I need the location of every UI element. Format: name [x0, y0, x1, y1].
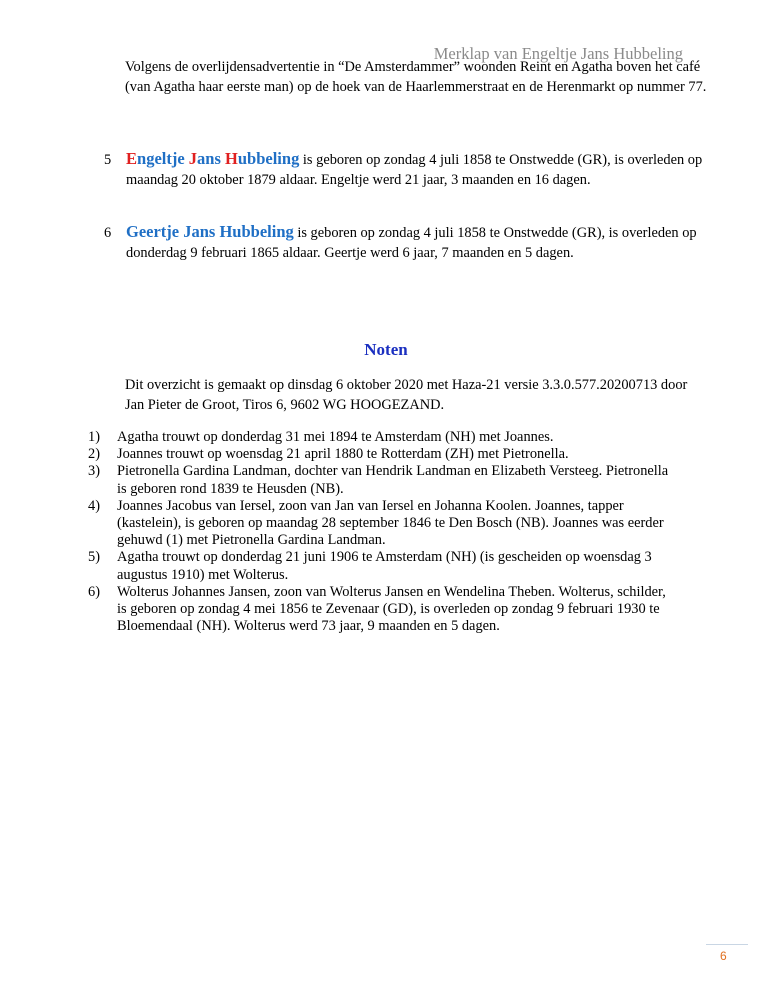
- note-item: 3) Pietronella Gardina Landman, dochter van Hendrik Landman en Elizabeth Versteeg. Pietronella is geboren rond 1839 te Heusden (NB).: [88, 463, 669, 497]
- note-item: 4) Joannes Jacobus van Iersel, zoon van Jan van Iersel en Johanna Koolen. Joannes, tapper (kastelein), is geboren op maandag 28 september 1846 te Den Bosch (NB). Joannes was eerder gehuwd (1) met Pietronella Gardina Landman.: [88, 497, 664, 549]
- intro-paragraph: Volgens de overlijdensadvertentie in “De Amsterdammer” woonden Reint en Agatha boven het café (van Agatha haar eerste man) op de hoek van de Haarlemmerstraat en de Herenmarkt op nummer 77.: [125, 59, 707, 95]
- person-name: Geertje Jans Hubbeling: [126, 222, 294, 241]
- note-item: 2) Joannes trouwt op woensdag 21 april 1880 te Rotterdam (ZH) met Pietronella.: [88, 446, 569, 463]
- person-name: Engeltje Jans Hubbeling: [126, 149, 300, 168]
- running-header: Merklap van Engeltje Jans Hubbeling: [433, 44, 683, 63]
- person-entry-6: [104, 222, 704, 263]
- note-item: 6) Wolterus Johannes Jansen, zoon van Wolterus Jansen en Wendelina Theben. Wolterus, schilder, is geboren op zondag 4 mei 1856 te Zevenaar (GD), is overleden op zondag 9 februari 1930 te Bloemendaal (NH). Wolterus werd 73 jaar, 9 maanden en 5 dagen.: [88, 583, 666, 635]
- page-number: 6: [720, 949, 727, 963]
- entry-text: is geboren op zondag 4 juli 1858 te Onstwedde (GR), is overleden op maandag 20 oktober 1879 aldaar. Engeltje werd 21 jaar, 3 maanden en 16 dagen.: [126, 152, 703, 188]
- notes-list: [88, 429, 678, 635]
- entry-number: 5: [104, 152, 112, 168]
- person-entry-5: [104, 149, 704, 190]
- notes-heading: Noten: [364, 340, 408, 359]
- footer-divider: [706, 944, 748, 945]
- note-item: 1) Agatha trouwt op donderdag 31 mei 1894 te Amsterdam (NH) met Joannes.: [88, 429, 554, 445]
- entry-text: is geboren op zondag 4 juli 1858 te Onstwedde (GR), is overleden op donderdag 9 februari 1865 aldaar. Geertje werd 6 jaar, 7 maanden en 5 dagen.: [126, 225, 697, 261]
- note-item: 5) Agatha trouwt op donderdag 21 juni 1906 te Amsterdam (NH) (is gescheiden op woensdag 3 augustus 1910) met Wolterus.: [88, 549, 652, 583]
- entry-number: 6: [104, 225, 112, 241]
- notes-summary: Dit overzicht is gemaakt op dinsdag 6 oktober 2020 met Haza-21 versie 3.3.0.577.20200713 door Jan Pieter de Groot, Tiros 6, 9602 WG HOOGEZAND.: [125, 377, 688, 413]
